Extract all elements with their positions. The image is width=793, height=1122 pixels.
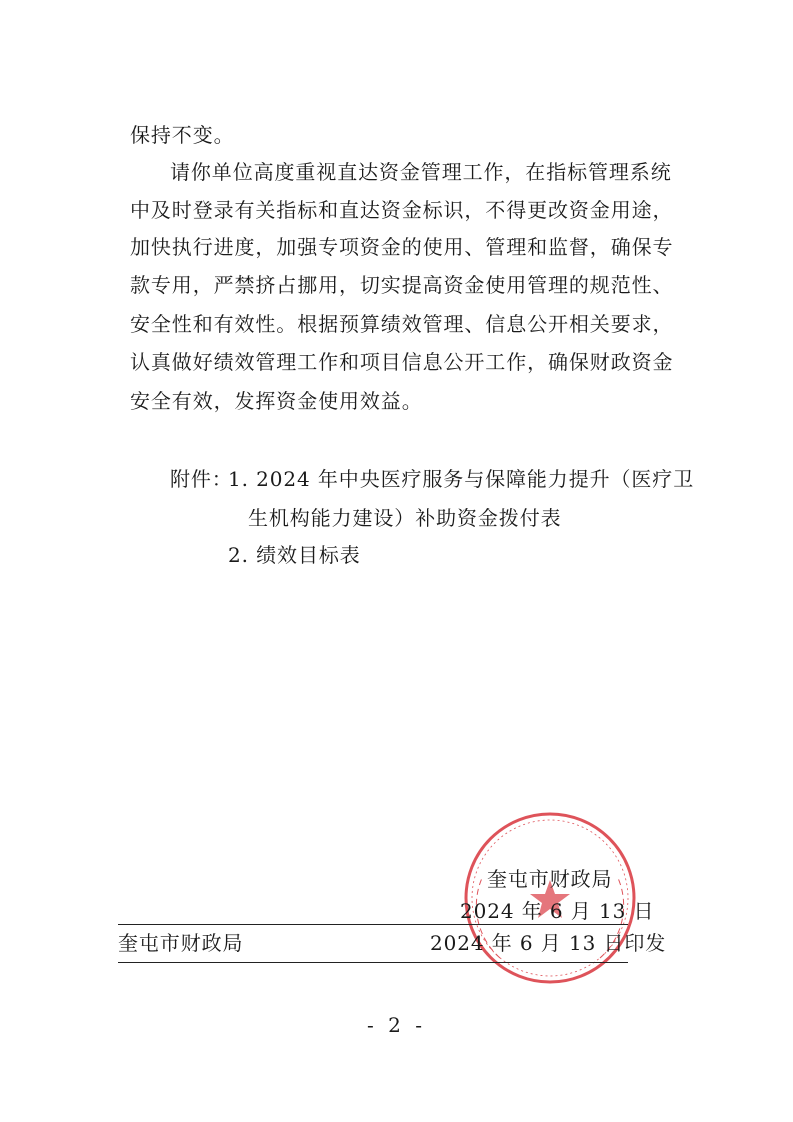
body-line-4: 加快执行进度，加强专项资金的使用、管理和监督，确保专 xyxy=(130,235,674,259)
footer-issue-date: 2024 年 6 月 13 日印发 xyxy=(430,931,667,955)
body-line-2: 请你单位高度重视直达资金管理工作，在指标管理系统 xyxy=(170,160,672,184)
attachment-item-2: 2. 绩效目标表 xyxy=(228,543,361,567)
footer-bottom-rule xyxy=(118,962,628,963)
attachments-label: 附件： xyxy=(170,467,233,491)
footer-top-rule xyxy=(118,924,628,925)
signature-date: 2024 年 6 月 13 日 xyxy=(460,899,655,923)
body-line-7: 认真做好绩效管理工作和项目信息公开工作，确保财政资金 xyxy=(130,350,674,374)
body-line-3: 中及时登录有关指标和直达资金标识，不得更改资金用途， xyxy=(130,198,674,222)
body-line-5: 款专用，严禁挤占挪用，切实提高资金使用管理的规范性、 xyxy=(130,273,674,297)
attachment-item-1-line-2: 生机构能力建设）补助资金拨付表 xyxy=(248,506,562,530)
attachment-item-1-line-1: 1. 2024 年中央医疗服务与保障能力提升（医疗卫 xyxy=(228,467,695,491)
page-number: - 2 - xyxy=(367,1013,426,1037)
body-line-8: 安全有效，发挥资金使用效益。 xyxy=(130,389,423,413)
footer-issuer: 奎屯市财政局 xyxy=(118,931,244,955)
body-line-6: 安全性和有效性。根据预算绩效管理、信息公开相关要求， xyxy=(130,312,674,336)
body-line-1: 保持不变。 xyxy=(130,123,235,147)
signature-org: 奎屯市财政局 xyxy=(487,867,613,891)
